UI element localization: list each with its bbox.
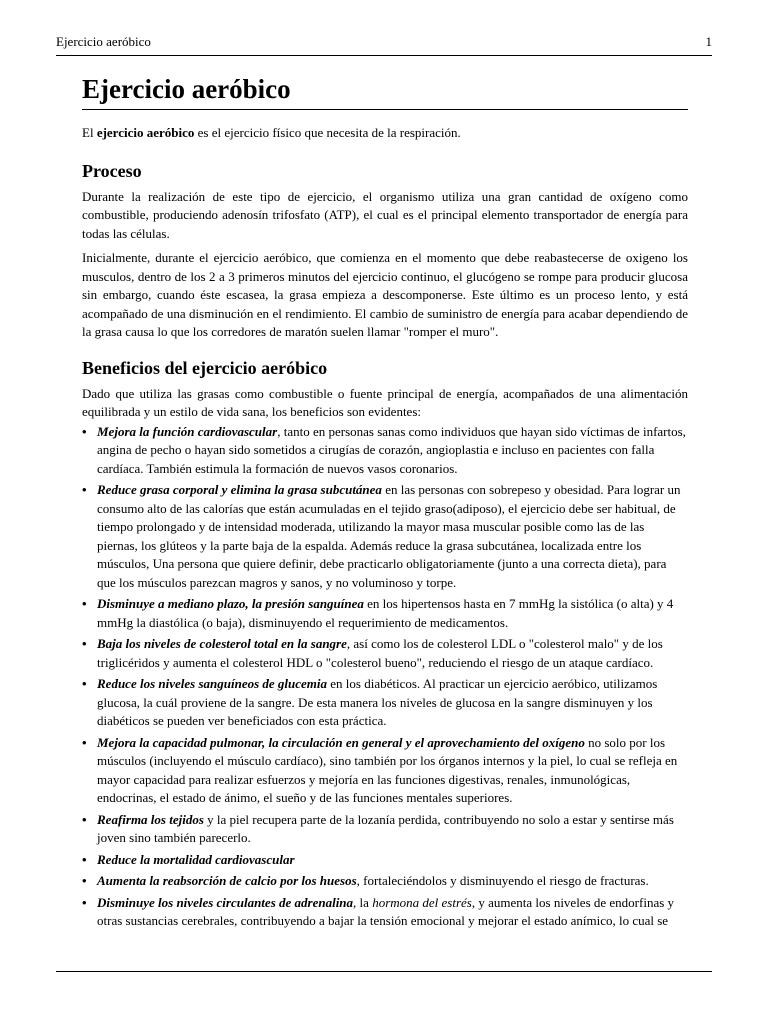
running-header-title: Ejercicio aeróbico: [56, 34, 151, 49]
beneficios-list: [82, 423, 688, 931]
article-title: Ejercicio aeróbico: [82, 72, 688, 110]
list-item: • Reafirma los tejidos y la piel recupera parte de la lozanía perdida, contribuyendo no solo a estar y sentirse más joven sino también parecerlo.: [82, 811, 674, 845]
list-item: • Reduce la mortalidad cardiovascular: [82, 851, 688, 870]
bullet-icon: •: [82, 636, 87, 651]
proceso-paragraph-1: Durante la realización de este tipo de ejercicio, el organismo utiliza una gran cantidad de oxígeno como combustible, produciendo adenosín trifosfato (ATP), el cual es el principal elemento transportador de energía para todas las células.: [82, 188, 688, 241]
list-item: • Aumenta la reabsorción de calcio por los huesos, fortaleciéndolos y disminuyendo el riesgo de fracturas.: [82, 872, 688, 891]
list-item: • Reduce los niveles sanguíneos de glucemia en los diabéticos. Al practicar un ejercicio aeróbico, utilizamos glucosa, la cuál proviene de la sangre. De esta manera los niveles de glucosa en la sangre disminuyen y los diabéticos se pueden ver beneficiados con esta práctica.: [82, 676, 658, 728]
page-number: 1: [705, 34, 712, 49]
intro-paragraph: El ejercicio aeróbico es el ejercicio físico que necesita de la respiración.: [82, 125, 461, 140]
bullet-icon: •: [82, 482, 87, 497]
list-item: • Baja los niveles de colesterol total en la sangre, así como los de colesterol LDL o "colesterol malo" y de los triglicéridos y aumenta el colesterol HDL o "colesterol bueno", reduciendo el riesgo de un ataque cardíaco.: [82, 636, 663, 670]
running-header: [56, 34, 712, 56]
intro-term-link[interactable]: ejercicio aeróbico: [96, 125, 195, 140]
bullet-icon: •: [82, 734, 87, 750]
footer-divider: [56, 971, 712, 972]
bullet-icon: •: [82, 811, 87, 827]
bullet-icon: •: [82, 873, 87, 888]
list-item: • Disminuye los niveles circulantes de adrenalina, la hormona del estrés, y aumenta los niveles de endorfinas y otras sustancias cerebrales, contribuyendo a bajar la tensión emocional y mejorar el estado anímico, lo cual se: [82, 894, 675, 928]
list-item: • Disminuye a mediano plazo, la presión sanguínea en los hipertensos hasta en 7 mmHg la sistólica (o alta) y 4 mmHg la diastólica (o baja), disminuyendo el requerimiento de medicamentos.: [82, 596, 674, 630]
bullet-icon: •: [82, 596, 87, 611]
bullet-icon: •: [82, 423, 87, 439]
list-item: • Mejora la capacidad pulmonar, la circulación en general y el aprovechamiento del oxígeno no solo por los músculos (incluyendo el músculo cardíaco), sino también por los órganos internos y la piel, lo cual se refleja en mayor capacidad para realizar esfuerzos y mejoría en las funciones digestivas, renales, inmunológicas, endocrinas, el estado de ánimo, el sueño y de las funciones mentales superiores.: [82, 734, 678, 805]
hormona-estres-link[interactable]: hormona del estrés: [372, 894, 472, 910]
list-item: • Reduce grasa corporal y elimina la grasa subcutánea en las personas con sobrepeso y obesidad. Para lograr un consumo alto de las calorías que están acumuladas en el tejido graso(adiposo), el ejercicio debe ser habitual, de tiempo prolongado y de intensidad moderada, utilizando la mayor masa muscular posible como las de las piernas, los glúteos y la parte baja de la espalda. Además reduce la grasa subcutánea, localizada entre los músculos, Una persona que quiere definir, debe practicarlo obligatoriamente (junto a una correcta dieta), para que los músculos parezcan magros y sanos, y no voluminoso y torpe.: [82, 482, 681, 590]
bullet-icon: •: [82, 894, 87, 910]
article-body: [82, 72, 688, 934]
proceso-paragraph-2: Inicialmente, durante el ejercicio aeróbico, que comienza en el momento que debe reabastecerse de oxigeno los musculos, dentro de los 2 a 3 primeros minutos del ejercicio continuo, el glucógeno se rompe para producir glucosa sin embargo, cuando éste escasea, la grasa empieza a descomponerse. Este último es un proceso lento, y está acompañado de una disminución en el rendimiento. El cambio de suministro de energía para acabar dependiendo de la grasa causa lo que los corredores de maratón suelen llamar "romper el muro".: [82, 250, 688, 339]
section-heading-proceso: Proceso: [82, 160, 142, 181]
bullet-icon: •: [82, 676, 87, 691]
section-heading-beneficios: Beneficios del ejercicio aeróbico: [82, 357, 328, 378]
bullet-icon: •: [82, 851, 87, 867]
list-item: • Mejora la función cardiovascular, tanto en personas sanas como individuos que hayan sido víctimas de infartos, angina de pecho o hayan sido sometidos a cirugías de corazón, angioplastia e incluso en pacientes con falla cardíaca. También estimula la formación de nuevos vasos coronarios.: [82, 423, 686, 476]
beneficios-intro: Dado que utiliza las grasas como combustible o fuente principal de energía, acompañados de una alimentación equilibrada y un estilo de vida sana, los beneficios son evidentes:: [82, 385, 688, 419]
